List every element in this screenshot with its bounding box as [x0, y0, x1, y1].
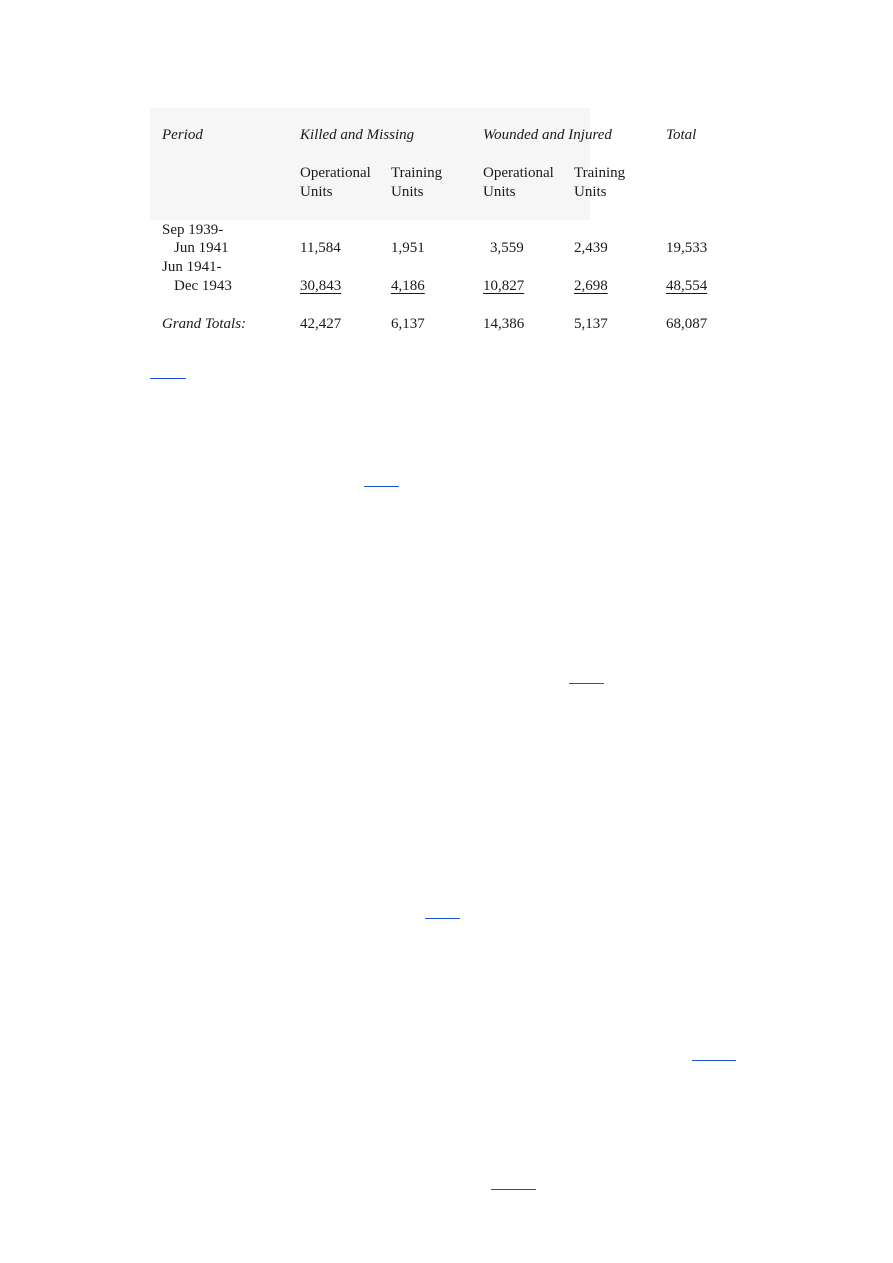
footnote-link[interactable]: [491, 1189, 536, 1190]
subheader-units-wi-op: Units: [483, 184, 516, 200]
row2-wi-training: 2,698: [574, 278, 608, 294]
grand-km-training: 6,137: [391, 316, 425, 332]
subheader-units-wi-tr: Units: [574, 184, 607, 200]
footnote-link[interactable]: [569, 683, 604, 684]
row1-km-training: 1,951: [391, 240, 425, 256]
row2-period-start: Jun 1941-: [162, 259, 222, 275]
row2-km-training: 4,186: [391, 278, 425, 294]
grand-total: 68,087: [666, 316, 708, 332]
subheader-training-km: Training: [391, 165, 443, 181]
header-killed-missing: Killed and Missing: [300, 127, 415, 143]
row1-total: 19,533: [666, 240, 708, 256]
row1-period-end: Jun 1941: [174, 240, 229, 256]
row2-period-end: Dec 1943: [174, 278, 232, 294]
header-wounded-injured: Wounded and Injured: [483, 127, 612, 143]
row1-wi-training: 2,439: [574, 240, 608, 256]
row2-total: 48,554: [666, 278, 708, 294]
subheader-units-km-tr: Units: [391, 184, 424, 200]
row2-wi-operational: 10,827: [483, 278, 525, 294]
grand-km-operational: 42,427: [300, 316, 342, 332]
subheader-operational-wi: Operational: [483, 165, 554, 181]
grand-wi-training: 5,137: [574, 316, 608, 332]
subheader-operational-km: Operational: [300, 165, 371, 181]
row1-period-start: Sep 1939-: [162, 222, 224, 238]
row2-km-operational: 30,843: [300, 278, 342, 294]
subheader-units-km-op: Units: [300, 184, 333, 200]
row1-wi-operational: 3,559: [490, 240, 524, 256]
header-total: Total: [666, 127, 697, 143]
grand-totals-label: Grand Totals:: [162, 316, 247, 332]
footnote-link[interactable]: [364, 486, 399, 487]
row1-km-operational: 11,584: [300, 240, 341, 256]
header-period: Period: [162, 127, 203, 143]
footnote-link[interactable]: [150, 378, 186, 379]
footnote-link[interactable]: [425, 918, 460, 919]
grand-wi-operational: 14,386: [483, 316, 525, 332]
subheader-training-wi: Training: [574, 165, 626, 181]
footnote-link[interactable]: [692, 1060, 736, 1061]
